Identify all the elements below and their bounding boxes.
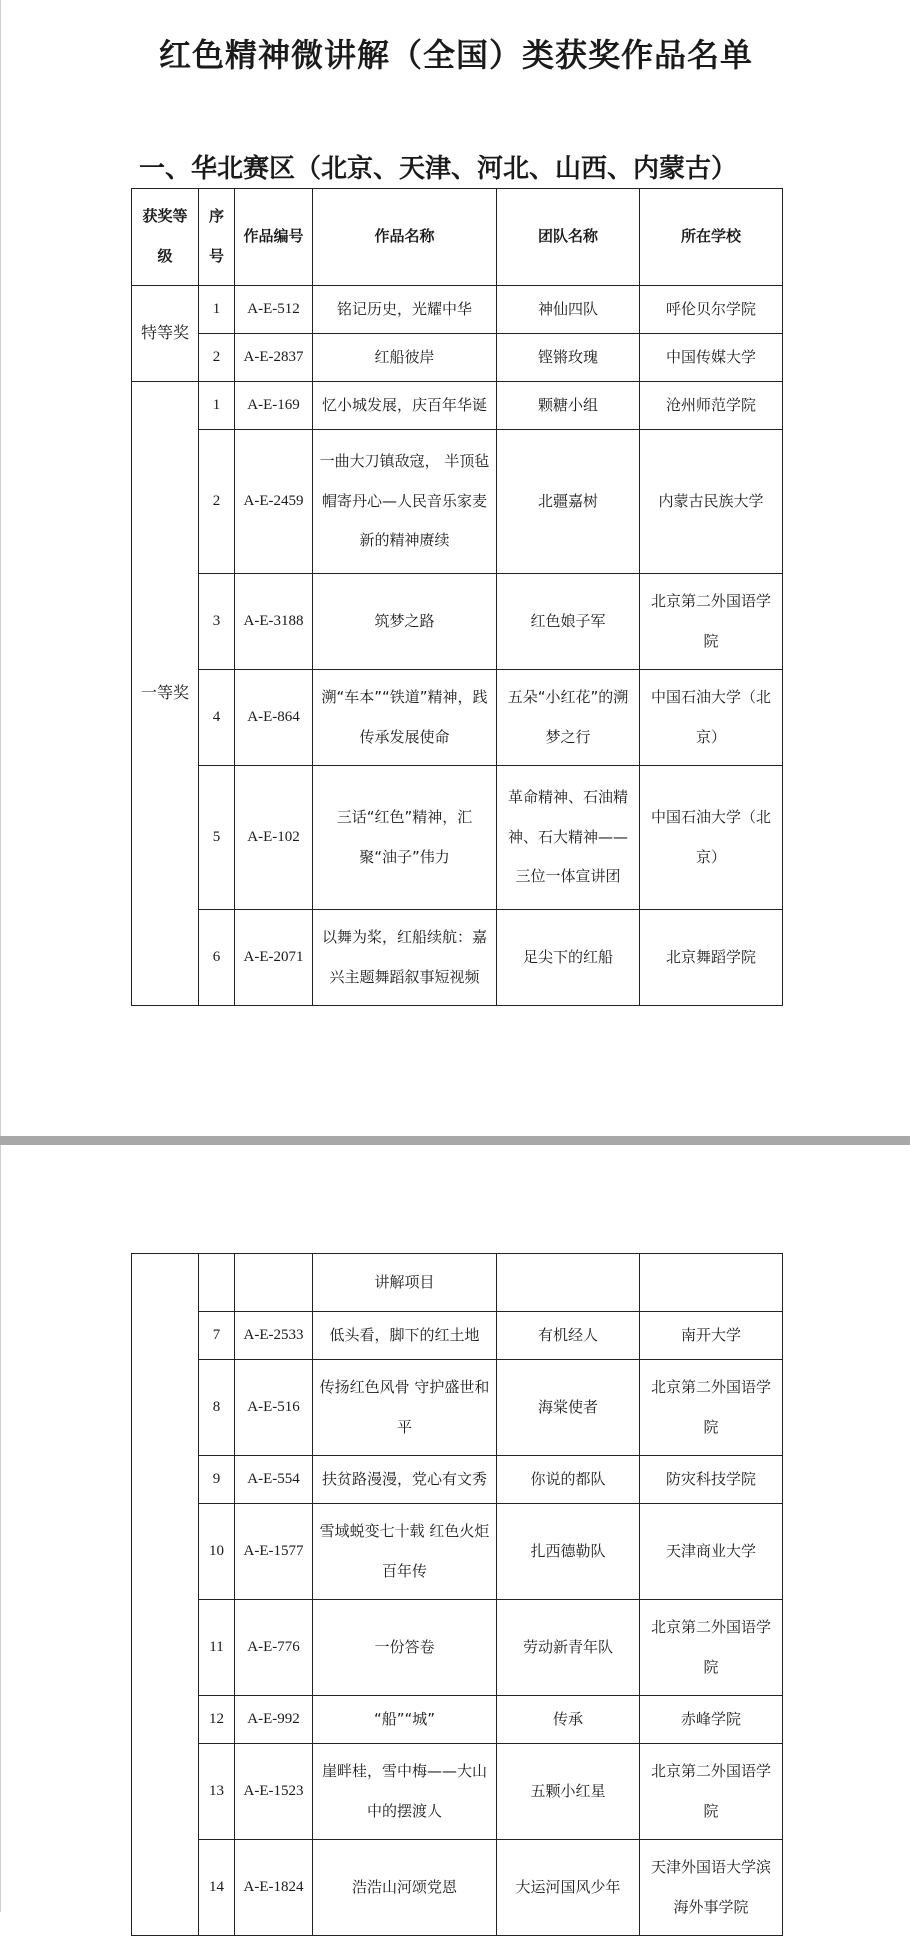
number-cell: 12 xyxy=(199,1696,235,1744)
number-cell: 5 xyxy=(199,766,235,910)
table-row xyxy=(132,574,783,670)
work-cell: 筑梦之路 xyxy=(313,574,497,670)
number-cell: 8 xyxy=(199,1360,235,1456)
number-cell xyxy=(199,1254,235,1312)
number-cell: 1 xyxy=(199,286,235,334)
school-cell: 沧州师范学院 xyxy=(640,382,783,430)
work-cell: 传扬红色风骨 守护盛世和平 xyxy=(313,1360,497,1456)
work-cell: 崖畔桂，雪中梅——大山中的摆渡人 xyxy=(313,1744,497,1840)
team-cell: 铿锵玫瑰 xyxy=(497,334,640,382)
code-cell: A-E-1523 xyxy=(235,1744,313,1840)
table-row xyxy=(132,286,783,334)
school-cell: 北京第二外国语学院 xyxy=(640,1360,783,1456)
table-row xyxy=(132,1456,783,1504)
header-number: 序号 xyxy=(199,189,235,286)
work-cell: 一曲大刀镇敌寇， 半顶毡帽寄丹心—人民音乐家麦新的精神赓续 xyxy=(313,430,497,574)
code-cell: A-E-2837 xyxy=(235,334,313,382)
team-cell: 北疆嘉树 xyxy=(497,430,640,574)
school-cell: 北京第二外国语学院 xyxy=(640,1600,783,1696)
table-row xyxy=(132,430,783,574)
code-cell: A-E-776 xyxy=(235,1600,313,1696)
code-cell: A-E-2533 xyxy=(235,1312,313,1360)
team-cell: 足尖下的红船 xyxy=(497,910,640,1006)
table-row xyxy=(132,1696,783,1744)
code-cell xyxy=(235,1254,313,1312)
code-cell: A-E-512 xyxy=(235,286,313,334)
work-cell: 以舞为桨，红船续航：嘉兴主题舞蹈叙事短视频 xyxy=(313,910,497,1006)
table-row xyxy=(132,1504,783,1600)
number-cell: 10 xyxy=(199,1504,235,1600)
code-cell: A-E-992 xyxy=(235,1696,313,1744)
code-cell: A-E-169 xyxy=(235,382,313,430)
table-row xyxy=(132,1840,783,1936)
code-cell: A-E-1824 xyxy=(235,1840,313,1936)
work-cell: 扶贫路漫漫，党心有文秀 xyxy=(313,1456,497,1504)
code-cell: A-E-102 xyxy=(235,766,313,910)
school-cell: 内蒙古民族大学 xyxy=(640,430,783,574)
grade-cell-first: 一等奖 xyxy=(132,382,199,1006)
header-work: 作品名称 xyxy=(313,189,497,286)
header-code: 作品编号 xyxy=(235,189,313,286)
team-cell: 扎西德勒队 xyxy=(497,1504,640,1600)
header-grade: 获奖等级 xyxy=(132,189,199,286)
team-cell: 红色娘子军 xyxy=(497,574,640,670)
team-cell: 颗糖小组 xyxy=(497,382,640,430)
awards-table xyxy=(131,188,783,1006)
work-cell: 雪域蜕变七十载 红色火炬百年传 xyxy=(313,1504,497,1600)
number-cell: 14 xyxy=(199,1840,235,1936)
number-cell: 9 xyxy=(199,1456,235,1504)
code-cell: A-E-2071 xyxy=(235,910,313,1006)
school-cell: 中国石油大学（北京） xyxy=(640,670,783,766)
school-cell: 呼伦贝尔学院 xyxy=(640,286,783,334)
school-cell: 防灾科技学院 xyxy=(640,1456,783,1504)
page-divider xyxy=(0,1136,910,1145)
table-row xyxy=(132,1360,783,1456)
document-title: 红色精神微讲解（全国）类获奖作品名单 xyxy=(158,36,753,74)
team-cell: 你说的都队 xyxy=(497,1456,640,1504)
number-cell: 4 xyxy=(199,670,235,766)
school-cell: 赤峰学院 xyxy=(640,1696,783,1744)
school-cell: 中国传媒大学 xyxy=(640,334,783,382)
table-row xyxy=(132,766,783,910)
table-row xyxy=(132,670,783,766)
awards-table-continued xyxy=(131,1253,783,1936)
team-cell: 海棠使者 xyxy=(497,1360,640,1456)
document-page-2 xyxy=(0,1145,910,1916)
work-cell: 忆小城发展，庆百年华诞 xyxy=(313,382,497,430)
team-cell: 五朵“小红花”的溯梦之行 xyxy=(497,670,640,766)
table-header-row xyxy=(132,189,783,286)
number-cell: 13 xyxy=(199,1744,235,1840)
number-cell: 7 xyxy=(199,1312,235,1360)
code-cell: A-E-554 xyxy=(235,1456,313,1504)
school-cell: 南开大学 xyxy=(640,1312,783,1360)
header-team: 团队名称 xyxy=(497,189,640,286)
table-row xyxy=(132,1312,783,1360)
section-heading: 一、华北赛区（北京、天津、河北、山西、内蒙古） xyxy=(139,154,738,184)
number-cell: 11 xyxy=(199,1600,235,1696)
work-cell: 红船彼岸 xyxy=(313,334,497,382)
code-cell: A-E-1577 xyxy=(235,1504,313,1600)
table-row xyxy=(132,334,783,382)
school-cell: 北京第二外国语学院 xyxy=(640,574,783,670)
grade-cell-special: 特等奖 xyxy=(132,286,199,382)
team-cell: 传承 xyxy=(497,1696,640,1744)
table-row xyxy=(132,1744,783,1840)
school-cell: 天津商业大学 xyxy=(640,1504,783,1600)
code-cell: A-E-516 xyxy=(235,1360,313,1456)
team-cell: 大运河国风少年 xyxy=(497,1840,640,1936)
team-cell: 革命精神、石油精神、石大精神——三位一体宣讲团 xyxy=(497,766,640,910)
work-cell: 浩浩山河颂党恩 xyxy=(313,1840,497,1936)
number-cell: 2 xyxy=(199,334,235,382)
work-cell: 讲解项目 xyxy=(313,1254,497,1312)
school-cell: 北京舞蹈学院 xyxy=(640,910,783,1006)
work-cell: “船”“城” xyxy=(313,1696,497,1744)
grade-cell-continued xyxy=(132,1254,199,1936)
table-row xyxy=(132,910,783,1006)
work-cell: 溯“车本”“铁道”精神，践传承发展使命 xyxy=(313,670,497,766)
school-cell: 北京第二外国语学院 xyxy=(640,1744,783,1840)
code-cell: A-E-864 xyxy=(235,670,313,766)
team-cell: 神仙四队 xyxy=(497,286,640,334)
team-cell: 五颗小红星 xyxy=(497,1744,640,1840)
number-cell: 1 xyxy=(199,382,235,430)
number-cell: 3 xyxy=(199,574,235,670)
work-cell: 一份答卷 xyxy=(313,1600,497,1696)
table-row xyxy=(132,1600,783,1696)
school-cell: 中国石油大学（北京） xyxy=(640,766,783,910)
number-cell: 6 xyxy=(199,910,235,1006)
team-cell: 有机经人 xyxy=(497,1312,640,1360)
number-cell: 2 xyxy=(199,430,235,574)
header-school: 所在学校 xyxy=(640,189,783,286)
team-cell xyxy=(497,1254,640,1312)
work-cell: 铭记历史，光耀中华 xyxy=(313,286,497,334)
school-cell xyxy=(640,1254,783,1312)
work-cell: 三话“红色”精神，汇聚“油子”伟力 xyxy=(313,766,497,910)
table-row xyxy=(132,1254,783,1312)
code-cell: A-E-3188 xyxy=(235,574,313,670)
work-cell: 低头看，脚下的红土地 xyxy=(313,1312,497,1360)
team-cell: 劳动新青年队 xyxy=(497,1600,640,1696)
table-row xyxy=(132,382,783,430)
code-cell: A-E-2459 xyxy=(235,430,313,574)
school-cell: 天津外国语大学滨海外事学院 xyxy=(640,1840,783,1936)
